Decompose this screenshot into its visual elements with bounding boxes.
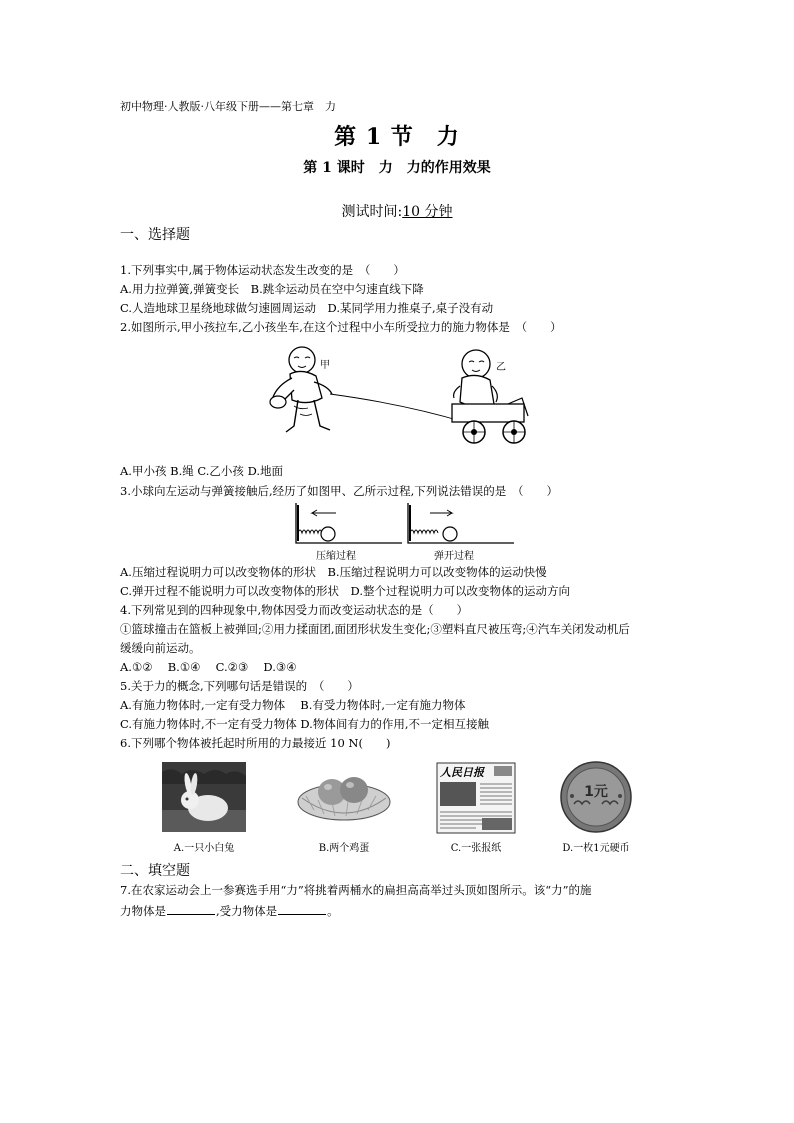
test-time-label: 测试时间: (341, 204, 403, 220)
q6-caption-d: D.一枚1元硬币 (562, 843, 630, 854)
q1-options-ab: A.用力拉弹簧,弹簧变长 B.跳伞运动员在空中匀速直线下降 (120, 282, 424, 296)
q3-options-cd: C.弹开过程不能说明力可以改变物体的形状 D.整个过程说明力可以改变物体的运动方向 (120, 584, 571, 598)
q7-part2: ,受力物体是 (216, 904, 278, 918)
q5-options-ab: A.有施力物体时,一定有受力物体 B.有受力物体时,一定有施力物体 (120, 698, 466, 712)
q3-caption-compress: 压缩过程 (316, 551, 356, 562)
q2-stem: 2.如图所示,甲小孩拉车,乙小孩坐车,在这个过程中小车所受拉力的施力物体是 （ ） (120, 320, 562, 334)
q5-options-cd: C.有施力物体时,不一定有受力物体 D.物体间有力的作用,不一定相互接触 (120, 717, 489, 731)
q2-children-cart-figure (264, 342, 534, 448)
q4-phenomena-line2: 缓缓向前运动。 (120, 641, 201, 655)
q3-spring-figure (292, 503, 520, 545)
label-jia: 甲 (320, 360, 330, 371)
test-time (0, 201, 794, 221)
section-heading-choice: 一、选择题 (120, 227, 190, 243)
test-time-value: 10 分钟 (402, 204, 453, 220)
children-cart-illustration (264, 342, 534, 448)
q3-stem: 3.小球向左运动与弹簧接触后,经历了如图甲、乙所示过程,下列说法错误的是 （ ） (120, 484, 559, 498)
coin-photo (558, 760, 634, 834)
q6-caption-c: C.一张报纸 (450, 843, 502, 854)
q7-line2 (120, 903, 339, 919)
page-title: 第 1 节 力 (334, 124, 460, 150)
q6-caption-b: B.两个鸡蛋 (318, 843, 370, 854)
q2-options: A.甲小孩 B.绳 C.乙小孩 D.地面 (120, 464, 284, 478)
rabbit-image (162, 762, 246, 832)
series-line: 初中物理·人教版·八年级下册——第七章 力 (120, 100, 336, 113)
q6-caption-a: A.一只小白兔 (173, 843, 235, 854)
q7-part1: 力物体是 (120, 904, 166, 918)
q1-options-cd: C.人造地球卫星绕地球做匀速圆周运动 D.某同学用力推桌子,桌子没有动 (120, 301, 494, 315)
q5-stem: 5.关于力的概念,下列哪句话是错误的 （ ） (120, 679, 359, 693)
coin-value: 1元 (584, 784, 608, 800)
newspaper-masthead: 人民日报 (440, 766, 484, 779)
q4-phenomena-line1: ①篮球撞击在篮板上被弹回;②用力揉面团,面团形状发生变化;③塑料直尺被压弯;④汽车关闭发动机后 (120, 622, 630, 636)
newspaper-photo (436, 762, 516, 834)
q1-stem: 1.下列事实中,属于物体运动状态发生改变的是 （ ） (120, 263, 405, 277)
q4-options: A.①② B.①④ C.②③ D.③④ (120, 660, 297, 674)
page-subtitle: 第 1 课时 力 力的作用效果 (303, 160, 491, 176)
two-eggs-image (296, 768, 392, 824)
q7-part3: 。 (327, 904, 339, 918)
q7-answer-blank-1[interactable] (167, 903, 215, 915)
one-yuan-coin-image (558, 760, 634, 834)
q7-answer-blank-2[interactable] (278, 903, 326, 915)
q7-line1: 7.在农家运动会上一参赛选手用“力”将挑着两桶水的扁担高高举过头顶如图所示。该“力”的施 (120, 883, 592, 897)
rabbit-photo (162, 762, 246, 832)
q4-stem: 4.下列常见到的四种现象中,物体因受力而改变运动状态的是（ ） (120, 603, 469, 617)
section-heading-fill: 二、填空题 (120, 863, 190, 879)
label-yi: 乙 (496, 362, 506, 373)
eggs-photo (296, 768, 392, 824)
newspaper-image (436, 762, 516, 834)
spring-ball-diagram (292, 503, 520, 545)
q3-options-ab: A.压缩过程说明力可以改变物体的形状 B.压缩过程说明力可以改变物体的运动快慢 (120, 565, 547, 579)
q3-caption-release: 弹开过程 (434, 551, 474, 562)
q6-stem: 6.下列哪个物体被托起时所用的力最接近 10 N( ) (120, 736, 391, 750)
